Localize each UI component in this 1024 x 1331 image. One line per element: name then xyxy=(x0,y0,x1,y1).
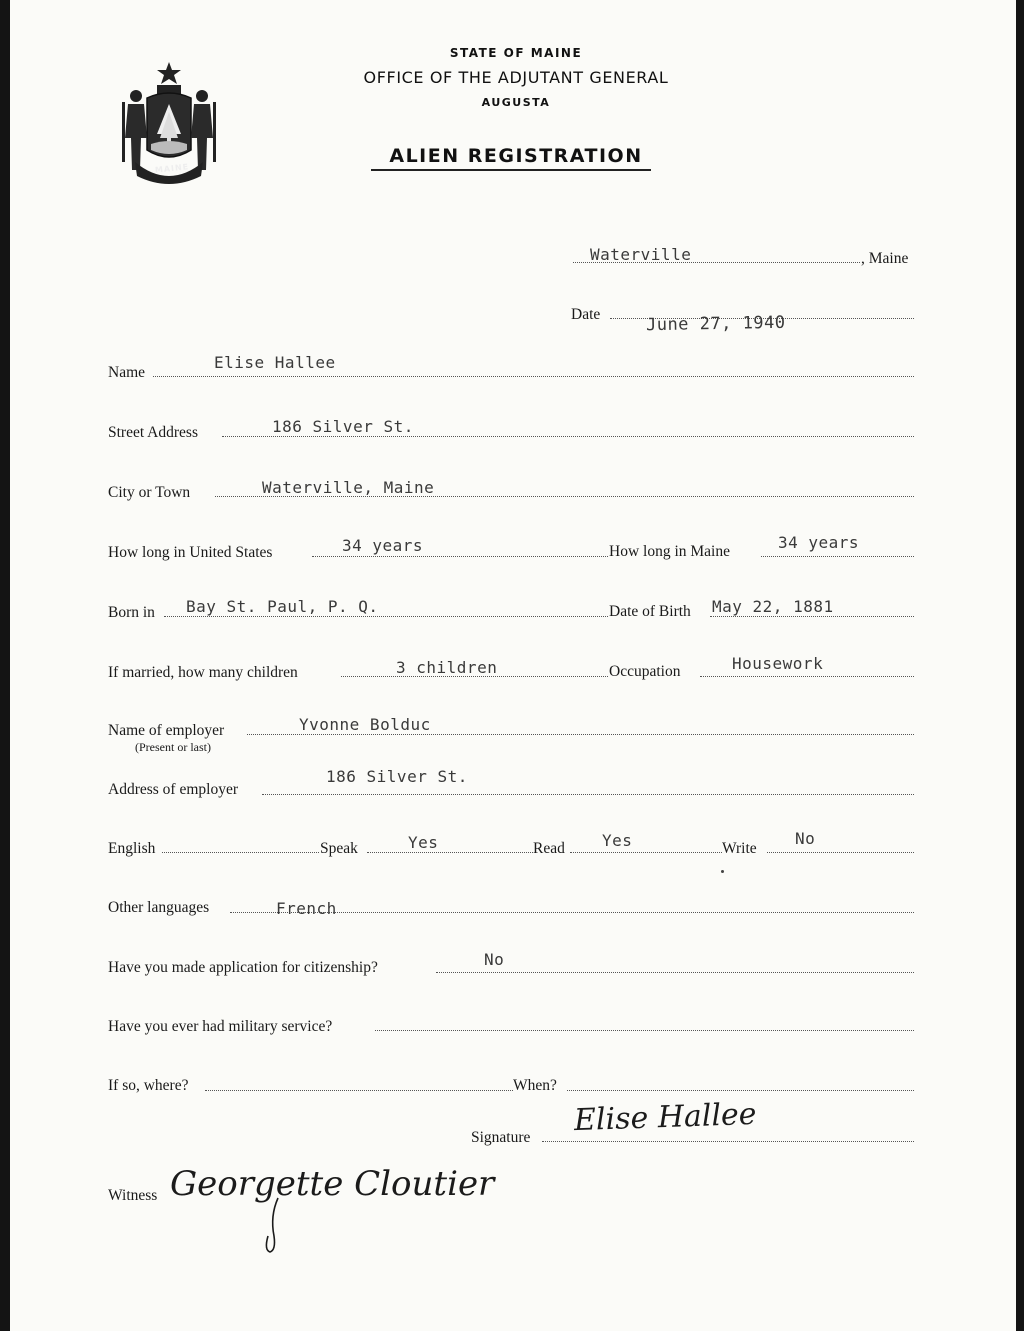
employer-label: Name of employer xyxy=(108,722,225,739)
employer-address-value: 186 Silver St. xyxy=(326,767,468,786)
occupation-value: Housework xyxy=(732,654,824,673)
street-value: 186 Silver St. xyxy=(272,417,414,436)
write-label: Write xyxy=(722,840,757,857)
english-label: English xyxy=(108,840,156,857)
citizenship-label: Have you made application for citizenship? xyxy=(108,959,378,976)
children-label: If married, how many children xyxy=(108,664,298,681)
birthplace-label: Born in xyxy=(108,604,155,621)
witness-label: Witness xyxy=(108,1187,158,1204)
place-suffix: , Maine xyxy=(861,250,909,267)
witness-signature-flourish xyxy=(260,1196,290,1256)
city-town-value: Waterville, Maine xyxy=(262,478,435,497)
city-heading: AUGUSTA xyxy=(481,96,551,109)
us-duration-line xyxy=(312,556,608,557)
employer-address-label: Address of employer xyxy=(108,781,238,798)
place-value: Waterville xyxy=(590,245,692,264)
read-line xyxy=(570,852,722,853)
dob-line xyxy=(710,616,914,617)
city-town-label: City or Town xyxy=(108,484,191,501)
maine-duration-value: 34 years xyxy=(778,533,860,552)
english-line xyxy=(162,852,319,853)
form-title: ALIEN REGISTRATION xyxy=(389,145,643,167)
name-line xyxy=(153,376,914,377)
birthplace-line xyxy=(164,616,608,617)
street-line xyxy=(222,436,914,437)
dob-value: May 22, 1881 xyxy=(712,597,834,616)
speak-value: Yes xyxy=(408,833,439,852)
military-label: Have you ever had military service? xyxy=(108,1018,333,1035)
citizenship-value: No xyxy=(484,950,505,969)
employer-value: Yvonne Bolduc xyxy=(299,715,431,734)
read-label: Read xyxy=(533,840,565,857)
date-label: Date xyxy=(571,306,601,323)
when-label: When? xyxy=(513,1077,557,1094)
name-label: Name xyxy=(108,364,146,381)
citizenship-line xyxy=(436,972,914,973)
military-line xyxy=(375,1030,914,1031)
dob-label: Date of Birth xyxy=(609,603,691,620)
where-label: If so, where? xyxy=(108,1077,189,1094)
us-duration-label: How long in United States xyxy=(108,544,273,561)
name-value: Elise Hallee xyxy=(214,353,336,372)
witness-value: Georgette Cloutier xyxy=(170,1164,495,1204)
employer-sublabel: (Present or last) xyxy=(135,740,211,754)
signature-line xyxy=(542,1141,914,1142)
office-heading: OFFICE OF THE ADJUTANT GENERAL xyxy=(363,68,669,87)
read-value: Yes xyxy=(602,831,633,850)
birthplace-value: Bay St. Paul, P. Q. xyxy=(186,597,379,616)
speak-label: Speak xyxy=(320,840,358,857)
signature-value: Elise Hallee xyxy=(573,1096,758,1139)
when-line xyxy=(567,1090,914,1091)
maine-duration-label: How long in Maine xyxy=(609,543,730,560)
occupation-label: Occupation xyxy=(609,663,681,680)
signature-label: Signature xyxy=(471,1129,531,1146)
seal-banner-text: MAINE xyxy=(154,162,190,175)
other-languages-label: Other languages xyxy=(108,899,210,916)
registration-form xyxy=(10,0,1016,1331)
ink-speck xyxy=(721,870,724,873)
speak-line xyxy=(367,852,533,853)
employer-line xyxy=(247,734,914,735)
children-value: 3 children xyxy=(396,658,498,677)
street-label: Street Address xyxy=(108,424,198,441)
us-duration-value: 34 years xyxy=(342,536,424,555)
write-line xyxy=(767,852,914,853)
other-languages-value: French xyxy=(276,899,337,918)
state-heading: STATE OF MAINE xyxy=(449,46,583,60)
maine-duration-line xyxy=(761,556,914,557)
occupation-line xyxy=(700,676,914,677)
date-value: June 27, 1940 xyxy=(645,312,786,336)
employer-address-line xyxy=(262,794,914,795)
title-underline xyxy=(371,169,651,171)
write-value: No xyxy=(795,829,816,848)
where-line xyxy=(205,1090,513,1091)
